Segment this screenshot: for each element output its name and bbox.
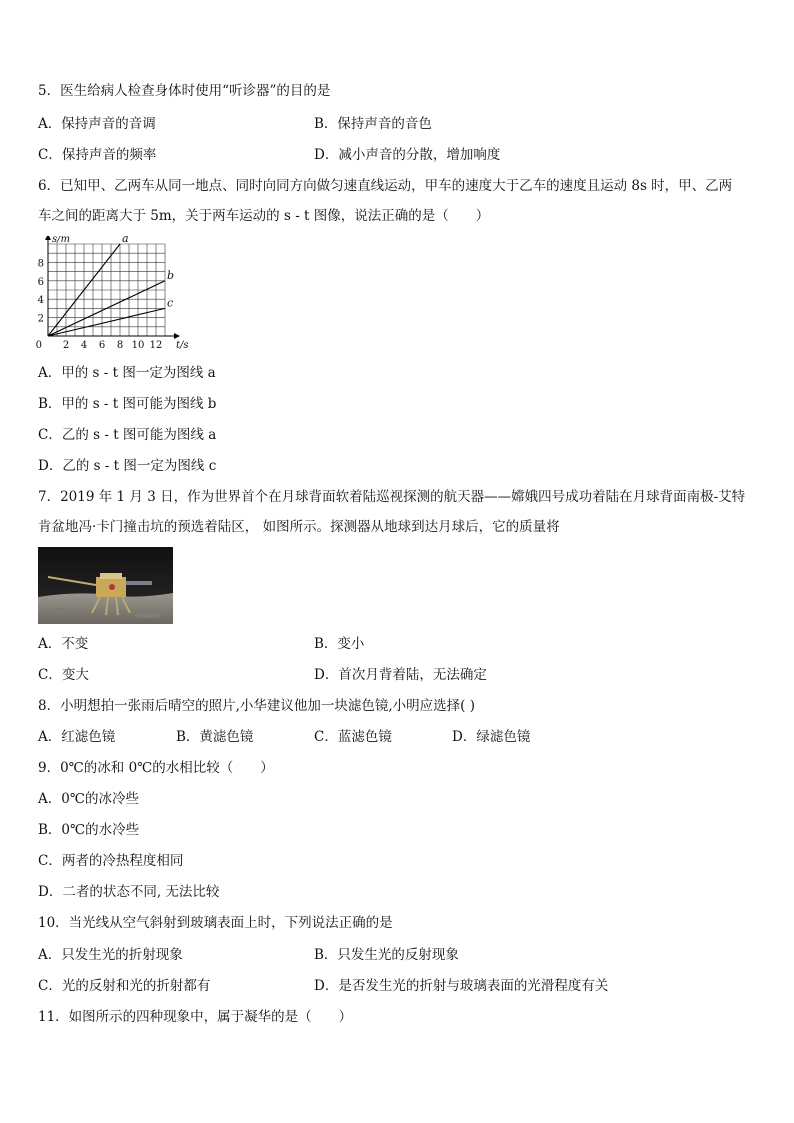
q10-stem: 10．当光线从空气斜射到玻璃表面上时，下列说法正确的是 bbox=[38, 915, 393, 931]
x-tick-label: 10 bbox=[131, 340, 145, 351]
q7-option-b: B．变小 bbox=[314, 636, 365, 652]
origin-label: 0 bbox=[35, 340, 42, 351]
q8-stem: 8．小明想拍一张雨后晴空的照片,小华建议他加一块滤色镜,小明应选择( ) bbox=[38, 698, 475, 714]
q8-option-a: A．红滤色镜 bbox=[38, 729, 116, 745]
series-label-c: c bbox=[167, 296, 174, 310]
lunar-lander-photo bbox=[38, 547, 173, 624]
x-tick-label: 2 bbox=[62, 340, 70, 351]
q9-option-a: A．0℃的冰冷些 bbox=[38, 791, 139, 807]
q9-stem: 9．0℃的冰和 0℃的水相比较（ ） bbox=[38, 760, 274, 776]
y-tick-label: 6 bbox=[37, 276, 44, 288]
q6-stem-line1: 6．已知甲、乙两车从同一地点、同时向同方向做匀速直线运动，甲车的速度大于乙车的速度且运动 8s 时，甲、乙两 bbox=[38, 178, 733, 194]
q5-option-a: A．保持声音的音调 bbox=[38, 116, 156, 132]
series-label-a: a bbox=[122, 236, 129, 245]
x-tick-label: 8 bbox=[116, 340, 124, 351]
q11-stem: 11．如图所示的四种现象中，属于凝华的是（ ） bbox=[38, 1009, 353, 1025]
y-tick-label: 4 bbox=[37, 295, 44, 307]
q10-option-d: D．是否发生光的折射与玻璃表面的光滑程度有关 bbox=[314, 978, 609, 994]
series-label-b: b bbox=[167, 268, 175, 282]
q8-option-d: D．绿滤色镜 bbox=[452, 729, 531, 745]
st-graph bbox=[30, 236, 200, 356]
q5-option-c: C．保持声音的频率 bbox=[38, 147, 157, 163]
series-line-c bbox=[48, 308, 165, 336]
y-tick-label: 2 bbox=[37, 313, 44, 325]
q10-option-a: A．只发生光的折射现象 bbox=[38, 947, 183, 963]
q10-option-b: B．只发生光的反射现象 bbox=[314, 947, 459, 963]
x-tick-label: 4 bbox=[80, 340, 88, 351]
x-axis-arrow bbox=[174, 333, 180, 339]
q8-option-b: B．黄滤色镜 bbox=[176, 729, 254, 745]
q5-option-b: B．保持声音的音色 bbox=[314, 116, 432, 132]
q5-stem: 5．医生给病人检查身体时使用“听诊器”的目的是 bbox=[38, 83, 331, 99]
q6-option-d: D．乙的 s - t 图一定为图线 c bbox=[38, 458, 217, 474]
x-tick-label: 12 bbox=[149, 340, 163, 351]
q7-option-c: C．变大 bbox=[38, 667, 89, 683]
q10-option-c: C．光的反射和光的折射都有 bbox=[38, 978, 211, 994]
q7-option-a: A．不变 bbox=[38, 636, 89, 652]
q7-stem-line2: 肯盆地冯·卡门撞击坑的预选着陆区， 如图所示。探测器从地球到达月球后，它的质量将 bbox=[38, 519, 560, 535]
q7-stem-line1: 7．2019 年 1 月 3 日，作为世界首个在月球背面软着陆巡视探测的航天器——嫦娥四号成功着陆在月球背面南极-艾特 bbox=[38, 489, 746, 505]
q6-option-a: A．甲的 s - t 图一定为图线 a bbox=[38, 365, 216, 381]
q9-option-c: C．两者的冷热程度相同 bbox=[38, 853, 184, 869]
q6-stem-line2: 车之间的距离大于 5m，关于两车运动的 s - t 图像，说法正确的是（ ） bbox=[38, 208, 490, 224]
q8-option-c: C．蓝滤色镜 bbox=[314, 729, 392, 745]
graph-axes bbox=[45, 236, 180, 339]
x-axis-label: t/s bbox=[176, 340, 189, 351]
y-tick-label: 8 bbox=[37, 258, 44, 270]
q9-option-d: D．二者的状态不同, 无法比较 bbox=[38, 884, 220, 900]
x-tick-label: 6 bbox=[98, 340, 106, 351]
q7-option-d: D．首次月背着陆，无法确定 bbox=[314, 667, 487, 683]
q6-option-c: C．乙的 s - t 图可能为图线 a bbox=[38, 427, 217, 443]
q6-option-b: B．甲的 s - t 图可能为图线 b bbox=[38, 396, 217, 412]
q5-option-d: D．减小声音的分散，增加响度 bbox=[314, 147, 501, 163]
y-axis-arrow bbox=[45, 236, 51, 240]
y-axis-label: s/m bbox=[52, 236, 70, 245]
q9-option-b: B．0℃的水冷些 bbox=[38, 822, 140, 838]
